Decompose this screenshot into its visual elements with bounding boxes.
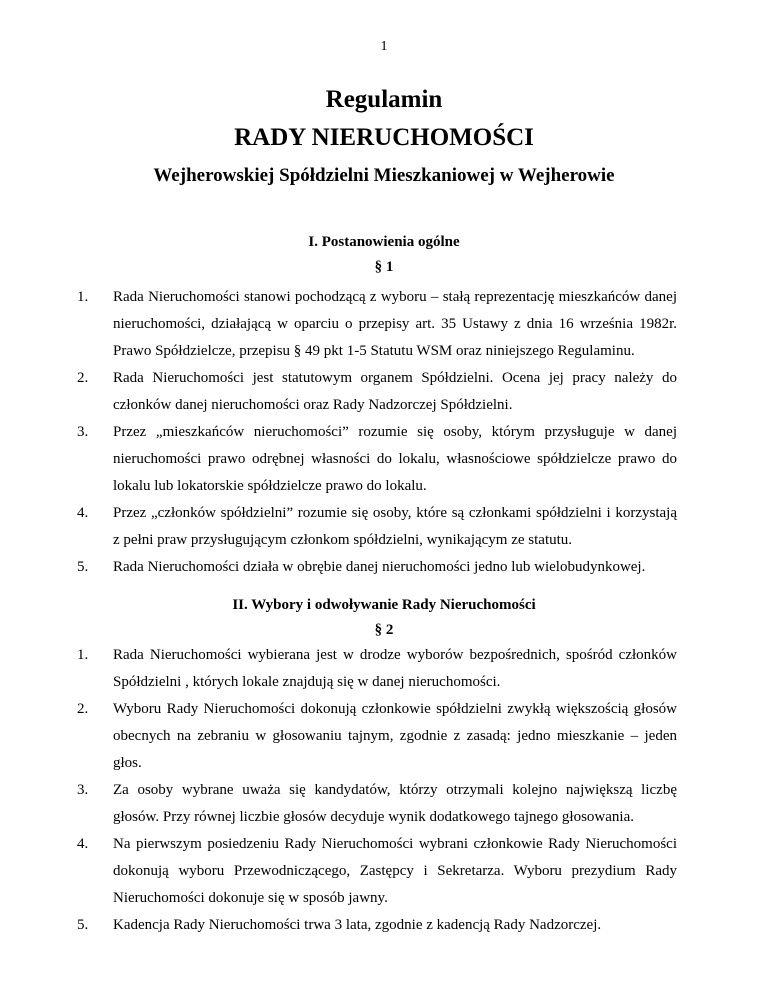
- paragraph-mark-1: § 1: [374, 259, 394, 275]
- item-number: 2.: [77, 370, 89, 386]
- item-number: 2.: [77, 701, 89, 717]
- list-item: [77, 365, 677, 419]
- item-text: Przez „mieszkańców nieruchomości” rozumie się osoby, którym przysługuje w danej nieruchomości prawo odrębnej własności do lokalu, własnościowe spółdzielcze prawo do lokalu lub lokatorskie spółdzielcze prawo do lokalu.: [113, 424, 677, 494]
- organization-name: Wejherowskiej Spółdzielni Mieszkaniowej w Wejherowie: [153, 165, 615, 186]
- item-text: Rada Nieruchomości stanowi pochodzącą z wyboru – stałą reprezentację mieszkańców danej nieruchomości, działającą w oparciu o przepisy art. 35 Ustawy z dnia 16 września 1982r. Prawo Spółdzielcze, przepisu § 49 pkt 1-5 Statutu WSM oraz niniejszego Regulaminu.: [113, 289, 677, 359]
- item-text: Rada Nieruchomości wybierana jest w drodze wyborów bezpośrednich, spośród członków Spółdzielni , których lokale znajdują się w danej nieruchomości.: [113, 647, 677, 690]
- list-item: [77, 554, 677, 581]
- item-number: 4.: [77, 836, 89, 852]
- item-number: 1.: [77, 647, 89, 663]
- item-number: 5.: [77, 559, 89, 575]
- section-heading-elections: II. Wybory i odwoływanie Rady Nieruchomości: [232, 597, 536, 613]
- list-item: [77, 777, 677, 831]
- list-item: [77, 419, 677, 500]
- item-number: 3.: [77, 782, 89, 798]
- page-number: 1: [380, 39, 388, 54]
- list-item: [77, 831, 677, 912]
- section-2-list: [77, 642, 677, 939]
- section-1-list: [77, 284, 677, 581]
- section-heading-general: I. Postanowienia ogólne: [308, 234, 460, 250]
- item-text: Kadencja Rady Nieruchomości trwa 3 lata, zgodnie z kadencją Rady Nadzorczej.: [113, 917, 602, 933]
- list-item: [77, 500, 677, 554]
- item-text: Wyboru Rady Nieruchomości dokonują członkowie spółdzielni zwykłą większością głosów obecnych na zebraniu w głosowaniu tajnym, zgodnie z zasadą: jedno mieszkanie – jeden głos.: [113, 701, 677, 771]
- paragraph-mark-2: § 2: [374, 622, 394, 638]
- document-subtitle: RADY NIERUCHOMOŚCI: [234, 124, 534, 151]
- list-item: [77, 912, 677, 939]
- list-item: [77, 284, 677, 365]
- item-number: 5.: [77, 917, 89, 933]
- list-item: [77, 642, 677, 696]
- list-item: [77, 696, 677, 777]
- item-text: Za osoby wybrane uważa się kandydatów, którzy otrzymali kolejno największą liczbę głosów. Przy równej liczbie głosów decyduje wynik dodatkowego tajnego głosowania.: [113, 782, 677, 825]
- item-number: 3.: [77, 424, 89, 440]
- item-number: 4.: [77, 505, 89, 521]
- item-number: 1.: [77, 289, 89, 305]
- item-text: Rada Nieruchomości działa w obrębie danej nieruchomości jedno lub wielobudynkowej.: [113, 559, 646, 575]
- document-title: Regulamin: [325, 86, 443, 113]
- item-text: Przez „członków spółdzielni” rozumie się osoby, które są członkami spółdzielni i korzystają z pełni praw przysługującym członkom spółdzielni, wynikającym ze statutu.: [113, 505, 677, 548]
- item-text: Rada Nieruchomości jest statutowym organem Spółdzielni. Ocena jej pracy należy do członków danej nieruchomości oraz Rady Nadzorczej Spółdzielni.: [113, 370, 677, 413]
- item-text: Na pierwszym posiedzeniu Rady Nieruchomości wybrani członkowie Rady Nieruchomości dokonują wyboru Przewodniczącego, Zastępcy i Sekretarza. Wyboru prezydium Rady Nieruchomości dokonuje się w sposób jawny.: [113, 836, 677, 906]
